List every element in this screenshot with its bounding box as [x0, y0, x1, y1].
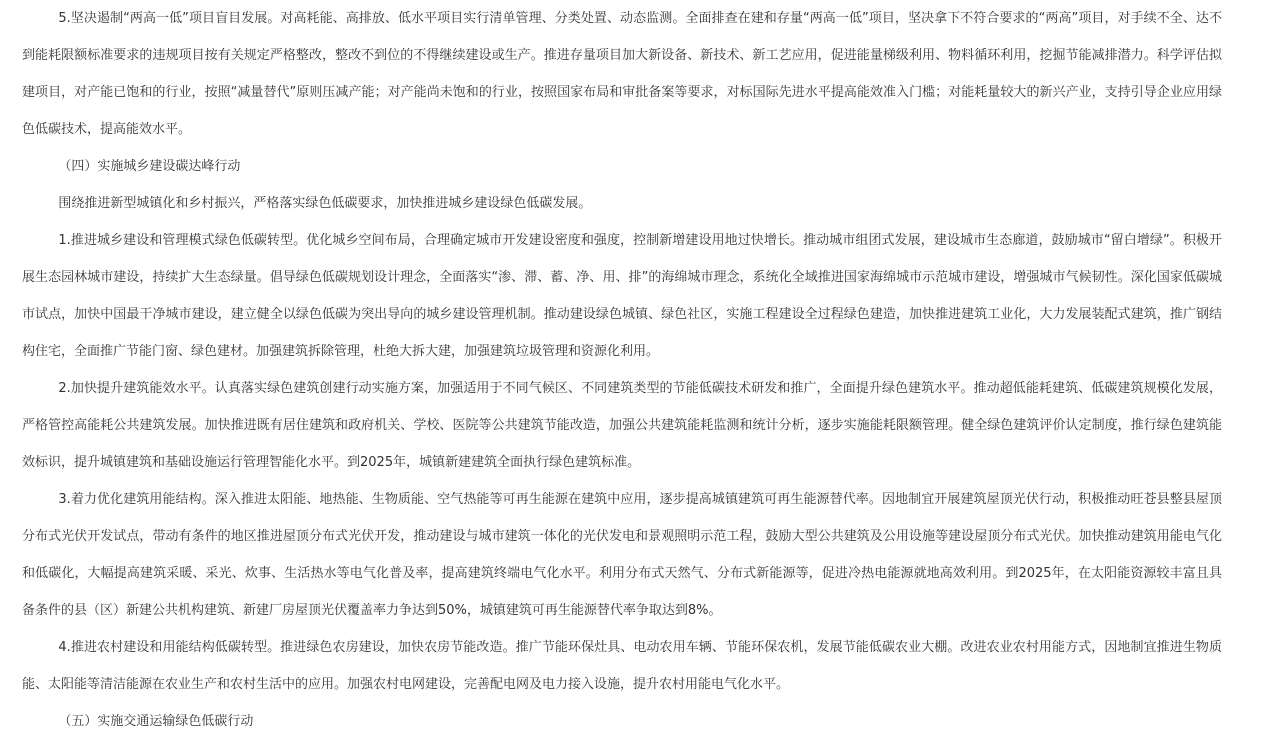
section-heading-4: （四）实施城乡建设碳达峰行动 — [58, 159, 241, 174]
paragraph-item-3: 3.着力优化建筑用能结构。深入推进太阳能、地热能、生物质能、空气热能等可再生能源在建筑中应用，逐步提高城镇建筑可再生能源替代率。因地制宜开展建筑屋顶光伏行动，积极推动旺苍县整县屋顶分布式光伏开发试点，带动有条件的地区推进屋顶分布式光伏开发，推动建设与城市建筑一体化的光伏发电和景观照明示范工程，鼓励大型公共建筑及公用设施等建设屋顶分布式光伏。加快推动建筑用能电气化和低碳化，大幅提高建筑采暖、采光、炊事、生活热水等电气化普及率，提高建筑终端电气化水平。利用分布式天然气、分布式新能源等，促进冷热电能源就地高效利用。到2025年，在太阳能资源较丰富且具备条件的县（区）新建公共机构建筑、新建厂房屋顶光伏覆盖率力争达到50%，城镇建筑可再生能源替代率争取达到8%。 — [22, 492, 1222, 618]
paragraph-item-2: 2.加快提升建筑能效水平。认真落实绿色建筑创建行动实施方案，加强适用于不同气候区、不同建筑类型的节能低碳技术研发和推广，全面提升绿色建筑水平。推动超低能耗建筑、低碳建筑规模化发展，严格管控高能耗公共建筑发展。加快推进既有居住建筑和政府机关、学校、医院等公共建筑节能改造，加强公共建筑能耗监测和统计分析，逐步实施能耗限额管理。健全绿色建筑评价认定制度，推行绿色建筑能效标识，提升城镇建筑和基础设施运行管理智能化水平。到2025年，城镇新建建筑全面执行绿色建筑标准。 — [22, 381, 1222, 470]
section-heading-5: （五）实施交通运输绿色低碳行动 — [58, 714, 254, 729]
paragraph-item-1: 1.推进城乡建设和管理模式绿色低碳转型。优化城乡空间布局，合理确定城市开发建设密度和强度，控制新增建设用地过快增长。推动城市组团式发展，建设城市生态廊道，鼓励城市“留白增绿”。积极开展生态园林城市建设，持续扩大生态绿量。倡导绿色低碳规划设计理念，全面落实“渗、滞、蓄、净、用、排”的海绵城市理念，系统化全域推进国家海绵城市示范城市建设，增强城市气候韧性。深化国家低碳城市试点，加快中国最干净城市建设，建立健全以绿色低碳为突出导向的城乡建设管理机制。推动建设绿色城镇、绿色社区，实施工程建设全过程绿色建造，加快推进建筑工业化，大力发展装配式建筑，推广钢结构住宅，全面推广节能门窗、绿色建材。加强建筑拆除管理，杜绝大拆大建，加强建筑垃圾管理和资源化利用。 — [22, 233, 1222, 359]
section-intro-paragraph: 围绕推进新型城镇化和乡村振兴，严格落实绿色低碳要求，加快推进城乡建设绿色低碳发展。 — [58, 196, 592, 211]
document-body — [22, 0, 1222, 740]
paragraph-item-4: 4.推进农村建设和用能结构低碳转型。推进绿色农房建设，加快农房节能改造。推广节能环保灶具、电动农用车辆、节能环保农机，发展节能低碳农业大棚。改进农业农村用能方式，因地制宜推进生物质能、太阳能等清洁能源在农业生产和农村生活中的应用。加强农村电网建设，完善配电网及电力接入设施，提升农村用能电气化水平。 — [22, 640, 1222, 692]
paragraph-item-5: 5.坚决遏制“两高一低”项目盲目发展。对高耗能、高排放、低水平项目实行清单管理、分类处置、动态监测。全面排查在建和存量“两高一低”项目，坚决拿下不符合要求的“两高”项目，对手续不全、达不到能耗限额标准要求的违规项目按有关规定严格整改，整改不到位的不得继续建设或生产。推进存量项目加大新设备、新技术、新工艺应用，促进能量梯级利用、物料循环利用，挖掘节能减排潜力。科学评估拟建项目，对产能已饱和的行业，按照“减量替代”原则压减产能；对产能尚未饱和的行业，按照国家布局和审批备案等要求，对标国际先进水平提高能效准入门槛；对能耗量较大的新兴产业，支持引导企业应用绿色低碳技术，提高能效水平。 — [22, 11, 1222, 137]
